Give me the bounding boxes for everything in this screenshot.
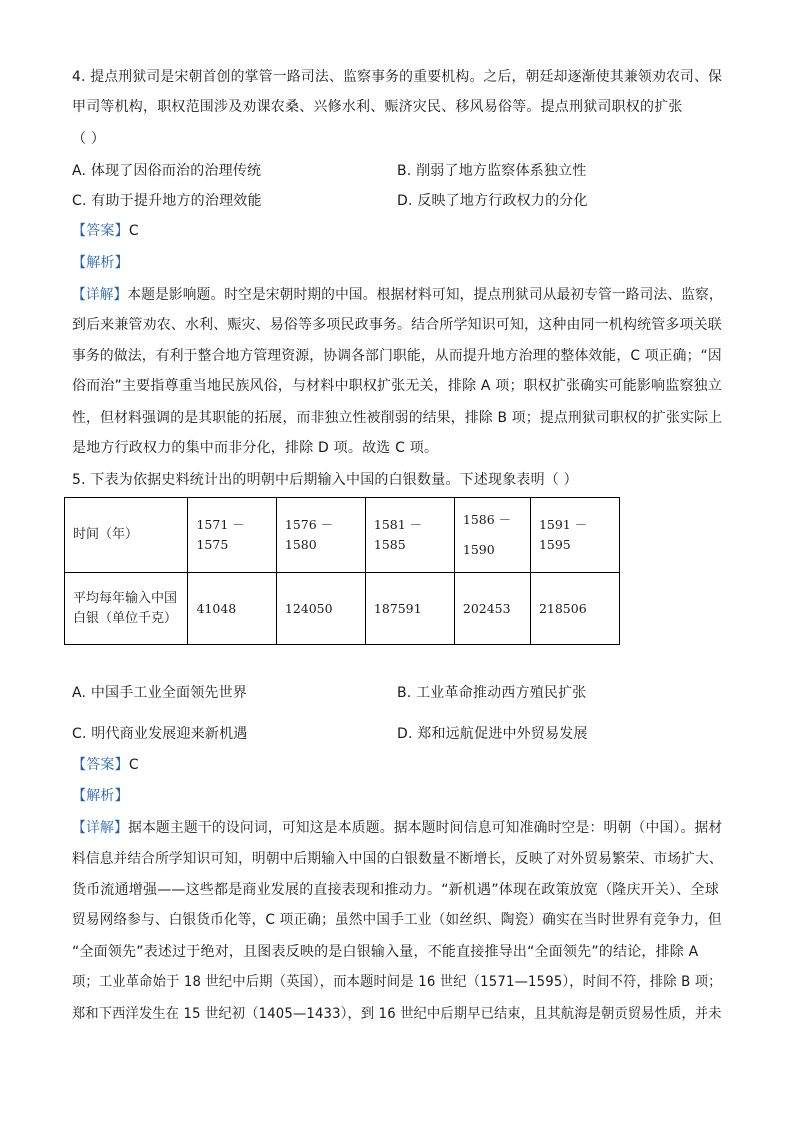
q4-analysis-label: 【解析】 <box>72 255 129 271</box>
q5-answer-label: 【答案】 <box>72 757 129 773</box>
q4-stem-line2: 甲司等机构，职权范围涉及劝课农桑、兴修水利、赈济灾民、移风易俗等。提点刑狱司职权的扩张 <box>72 99 683 115</box>
q5-analysis-label: 【解析】 <box>72 788 129 804</box>
q5-detail-line5: “全面领先”表述过于绝对，且图表反映的是白银输入量，不能直接推导出“全面领先”的结论，排除 A <box>72 944 699 960</box>
value-cell: 202453 <box>454 573 530 645</box>
q4-detail-line6: 是地方行政权力的集中而非分化，排除 D 项。故选 C 项。 <box>72 440 439 456</box>
q5-option-b: B. 工业革命推动西方殖民扩张 <box>397 685 587 701</box>
row-label-silver: 平均每年输入中国白银（单位千克） <box>65 573 188 645</box>
q5-detail-line3: 货币流通增强——这些都是商业发展的直接表现和推动力。“新机遇”体现在政策放宽（隆庆开关）、全球 <box>72 882 719 898</box>
value-cell: 187591 <box>365 573 454 645</box>
q5-detail-text1: 据本题主题干的设问词，可知这是本质题。据本题时间信息可知准确时空是：明朝（中国）。据材 <box>127 820 723 836</box>
q5-detail-line7: 郑和下西洋发生在 15 世纪初（1405—1433），到 16 世纪中后期早已结束，且其航海是朝贡贸易性质，并未 <box>72 1006 722 1022</box>
q4-detail-line3: 事务的做法，有利于整合地方管理资源，协调各部门职能，从而提升地方治理的整体效能，C 项正确；“因 <box>72 348 722 364</box>
header-time-label: 时间（年） <box>65 498 188 573</box>
q4-detail-label: 【详解】 <box>72 287 128 303</box>
q4-detail-line4: 俗而治”主要指尊重当地民族风俗，与材料中职权扩张无关，排除 A 项；职权扩张确实可能影响监察独立 <box>72 378 723 394</box>
q4-detail-line5: 性，但材料强调的是其职能的拓展，而非独立性被削弱的结果，排除 B 项；提点刑狱司职权的扩张实际上 <box>72 410 723 426</box>
period-cell: 1576 － 1580 <box>276 498 365 573</box>
q5-option-d: D. 郑和远航促进中外贸易发展 <box>397 726 588 742</box>
q5-option-c: C. 明代商业发展迎来新机遇 <box>72 726 248 742</box>
q5-detail-line2: 料信息并结合所学知识可知，明朝中后期输入中国的白银数量不断增长，反映了对外贸易繁荣、市场扩大、 <box>72 851 723 867</box>
q4-option-b: B. 削弱了地方监察体系独立性 <box>397 163 587 179</box>
period-cell: 1581 － 1585 <box>365 498 454 573</box>
q5-stem: 5. 下表为依据史料统计出的明朝中后期输入中国的白银数量。下述现象表明（ ） <box>72 472 578 488</box>
period-cell: 1571 － 1575 <box>188 498 276 573</box>
q5-detail-label: 【详解】 <box>72 820 128 836</box>
q4-answer-blank: （ ） <box>72 131 106 147</box>
q5-detail-line4: 贸易网络参与、白银货币化等，C 项正确；虽然中国手工业（如丝织、陶瓷）确实在当时世界有竞争力，但 <box>72 912 722 928</box>
q4-answer-value: C <box>128 223 139 239</box>
table-header-row <box>65 498 620 573</box>
period-cell: 1586 － 1590 <box>454 498 530 573</box>
table-value-row <box>65 573 620 645</box>
q5-detail-line6: 项；工业革命始于 18 世纪中后期（英国），而本题时间是 16 世纪（1571—1595），时间不符，排除 B 项； <box>72 974 722 990</box>
q4-option-a: A. 体现了因俗而治的治理传统 <box>72 163 262 179</box>
value-cell: 124050 <box>276 573 365 645</box>
q5-detail-line1 <box>72 818 723 838</box>
period-cell: 1591 － 1595 <box>530 498 619 573</box>
q4-detail-line2: 到后来兼管劝农、水利、赈灾、易俗等多项民政事务。结合所学知识可知，这种由同一机构统管多项关联 <box>72 317 722 333</box>
q4-answer-label: 【答案】 <box>72 223 129 239</box>
q4-option-d: D. 反映了地方行政权力的分化 <box>397 193 588 209</box>
silver-import-table <box>64 497 620 645</box>
value-cell: 41048 <box>188 573 276 645</box>
q4-detail-text1: 本题是影响题。时空是宋朝时期的中国。根据材料可知，提点刑狱司从最初专管一路司法、监察， <box>127 287 723 303</box>
q5-answer-value: C <box>128 757 139 773</box>
q4-answer <box>72 221 139 241</box>
q4-detail-line1 <box>72 285 723 305</box>
q4-option-c: C. 有助于提升地方的治理效能 <box>72 193 262 209</box>
q4-stem-line1: 4. 提点刑狱司是宋朝首创的掌管一路司法、监察事务的重要机构。之后，朝廷却逐渐使其兼领劝农司、保 <box>72 69 723 85</box>
value-cell: 218506 <box>530 573 619 645</box>
q5-answer <box>72 755 139 775</box>
q5-option-a: A. 中国手工业全面领先世界 <box>72 685 248 701</box>
